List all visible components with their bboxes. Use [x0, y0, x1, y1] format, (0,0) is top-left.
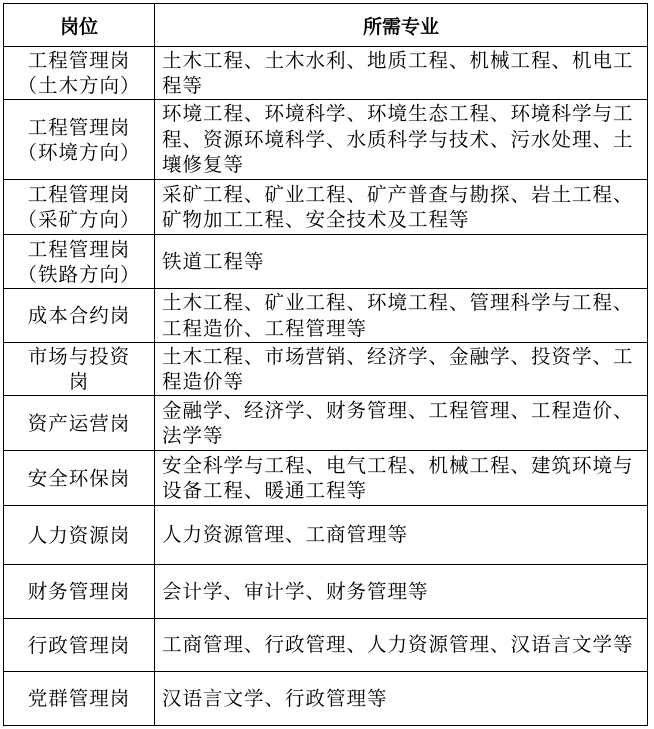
header-position: 岗位 [4, 4, 155, 47]
position-title: 资产运营岗 [27, 411, 131, 435]
table-row [4, 47, 648, 100]
position-title: 财务管理岗 [27, 580, 131, 603]
position-title: 工程管理岗 [27, 115, 131, 139]
majors-cell: 土木工程、矿业工程、环境工程、管理科学与工程、工程造价、工程管理等 [155, 289, 648, 343]
table-row [4, 451, 648, 506]
position-cell [4, 47, 155, 100]
position-cell [4, 289, 155, 343]
position-direction: （铁路方向） [17, 262, 141, 286]
positions-table [3, 3, 648, 726]
position-title: 行政管理岗 [27, 633, 131, 657]
majors-cell: 汉语言文学、行政管理等 [155, 672, 648, 726]
position-title: 安全环保岗 [27, 466, 131, 490]
position-cell [4, 672, 155, 726]
table-row [4, 396, 648, 451]
position-title: 党群管理岗 [27, 687, 131, 710]
table-row [4, 100, 648, 180]
table-row [4, 565, 648, 619]
majors-cell: 采矿工程、矿业工程、矿产普查与勘探、岩土工程、矿物加工工程、安全技术及工程等 [155, 180, 648, 235]
table-row [4, 672, 648, 726]
majors-cell: 会计学、审计学、财务管理等 [155, 565, 648, 619]
position-cell [4, 235, 155, 289]
table-row [4, 343, 648, 396]
majors-cell: 安全科学与工程、电气工程、机械工程、建筑环境与设备工程、暖通工程等 [155, 451, 648, 506]
table-row [4, 289, 648, 343]
table-row [4, 235, 648, 289]
position-cell [4, 506, 155, 565]
position-title: 成本合约岗 [27, 304, 131, 327]
majors-cell: 环境工程、环境科学、环境生态工程、环境科学与工程、资源环境科学、水质科学与技术、污水处理、土壤修复等 [155, 100, 648, 180]
majors-cell: 土木工程、土木水利、地质工程、机械工程、机电工程等 [155, 47, 648, 100]
position-cell [4, 180, 155, 235]
header-majors: 所需专业 [155, 4, 648, 47]
position-cell [4, 343, 155, 396]
table-row [4, 506, 648, 565]
table-row [4, 180, 648, 235]
position-title: 人力资源岗 [27, 523, 131, 547]
table-row [4, 619, 648, 672]
position-title: 工程管理岗 [27, 183, 131, 206]
header-row [4, 4, 648, 47]
majors-cell: 铁道工程等 [155, 235, 648, 289]
position-direction: （采矿方向） [17, 208, 141, 231]
position-cell [4, 396, 155, 451]
position-direction: （土木方向） [17, 74, 141, 97]
position-title: 市场与投资 [27, 345, 131, 368]
position-cell [4, 451, 155, 506]
majors-cell: 土木工程、市场营销、经济学、金融学、投资学、工程造价等 [155, 343, 648, 396]
position-cell [4, 565, 155, 619]
position-direction: （环境方向） [17, 140, 141, 164]
majors-cell: 人力资源管理、工商管理等 [155, 506, 648, 565]
position-title: 工程管理岗 [27, 49, 131, 72]
position-cell [4, 619, 155, 672]
majors-cell: 金融学、经济学、财务管理、工程管理、工程造价、法学等 [155, 396, 648, 451]
position-title: 工程管理岗 [27, 237, 131, 261]
majors-cell: 工商管理、行政管理、人力资源管理、汉语言文学等 [155, 619, 648, 672]
position-cell [4, 100, 155, 180]
position-title-cont: 岗 [68, 370, 90, 393]
